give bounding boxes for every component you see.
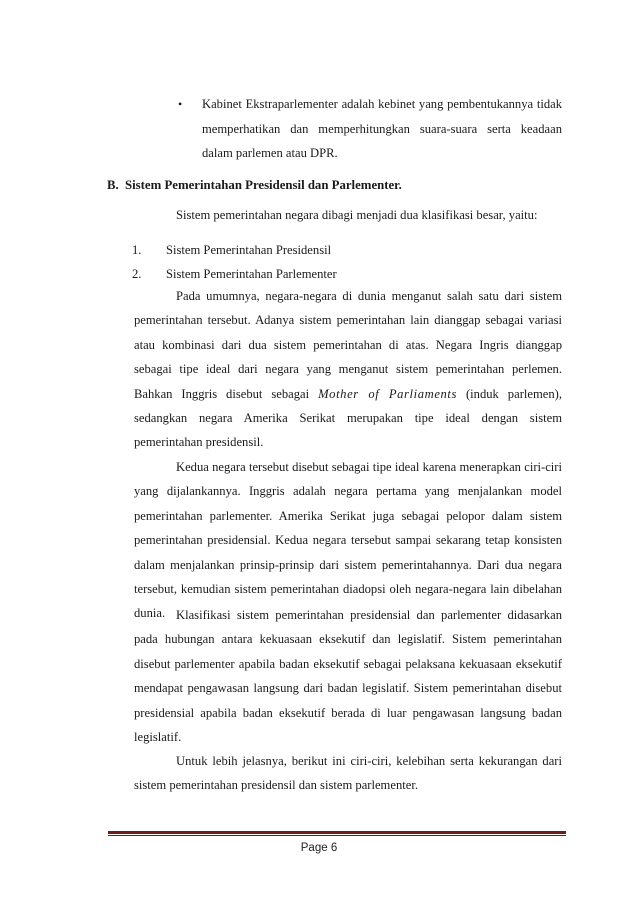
italic-term: Mother of Parliaments: [318, 386, 458, 401]
list-text: Sistem Pemerintahan Presidensil: [166, 243, 332, 257]
bullet-icon: •: [178, 97, 183, 111]
intro-text: Sistem pemerintahan negara dibagi menjadi dua klasifikasi besar, yaitu:: [176, 208, 538, 222]
paragraph-1-text-a: Pada umumnya, negara-negara di dunia menganut salah satu dari sistem pemerintahan tersebut. Adanya sistem pemerintahan lain dianggap sebagai variasi atau kombinasi dari dua sistem pemerintahan di atas. Negara Ingris dianggap sebagai tipe ideal dari negara yang menganut sistem pemerintahan perlemen. Bahkan Inggris disebut sebagai: [134, 289, 562, 401]
list-number: 1.: [132, 243, 142, 257]
list-number: 2.: [132, 267, 142, 281]
list-item: [132, 262, 572, 286]
bullet-text: Kabinet Ekstraparlementer adalah kebinet yang pembentukannya tidak memperhatikan dan memperhitungkan suara-suara serta keadaan dalam parlemen atau DPR.: [202, 97, 562, 160]
paragraph-2: Kedua negara tersebut disebut sebagai tipe ideal karena menerapkan ciri-ciri yang dijalankannya. Inggris adalah negara pertama yang menjalankan model pemerintahan parlementer. Amerika Serikat juga sebagai pelopor dalam sistem pemerintahan presidensial. Kedua negara tersebut sampai sekarang tetap konsisten dalam menjalankan prinsip-prinsip dari sistem pemerintahannya. Dari dua negara tersebut, kemudian sistem pemerintahan diadopsi oleh negara-negara lain dibelahan dunia.: [134, 460, 562, 621]
section-letter: B.: [107, 178, 119, 192]
list-item: [132, 238, 572, 262]
paragraph-3: Klasifikasi sistem pemerintahan presidensial dan parlementer didasarkan pada hubungan antara kekuasaan eksekutif dan legislatif. Sistem pemerintahan disebut parlementer apabila badan eksekutif sebagai pelaksana kekuasaan eksekutif mendapat pengawasan langsung dari badan legislatif. Sistem pemerintahan disebut presidensial apabila badan eksekutif berada di luar pengawasan langsung badan legislatif.: [134, 608, 562, 745]
paragraph-4: Untuk lebih jelasnya, berikut ini ciri-ciri, kelebihan serta kekurangan dari sistem pemerintahan presidensil dan sistem parlementer.: [134, 754, 562, 793]
numbered-list: [132, 238, 572, 286]
paragraph-1-text-b: (induk parlemen), sedangkan negara Amerika Serikat merupakan tipe ideal dengan sistem pemerintahan presidensil.: [134, 386, 562, 450]
footer-rule-thick: [108, 831, 566, 834]
footer-rule-thin: [108, 835, 566, 836]
section-heading: [107, 178, 402, 193]
page-number: Page 6: [300, 842, 338, 854]
paragraph-1: [134, 284, 562, 455]
section-title: Sistem Pemerintahan Presidensil dan Parlementer.: [125, 178, 402, 192]
list-text: Sistem Pemerintahan Parlementer: [166, 267, 337, 281]
bullet-item: [178, 92, 562, 166]
